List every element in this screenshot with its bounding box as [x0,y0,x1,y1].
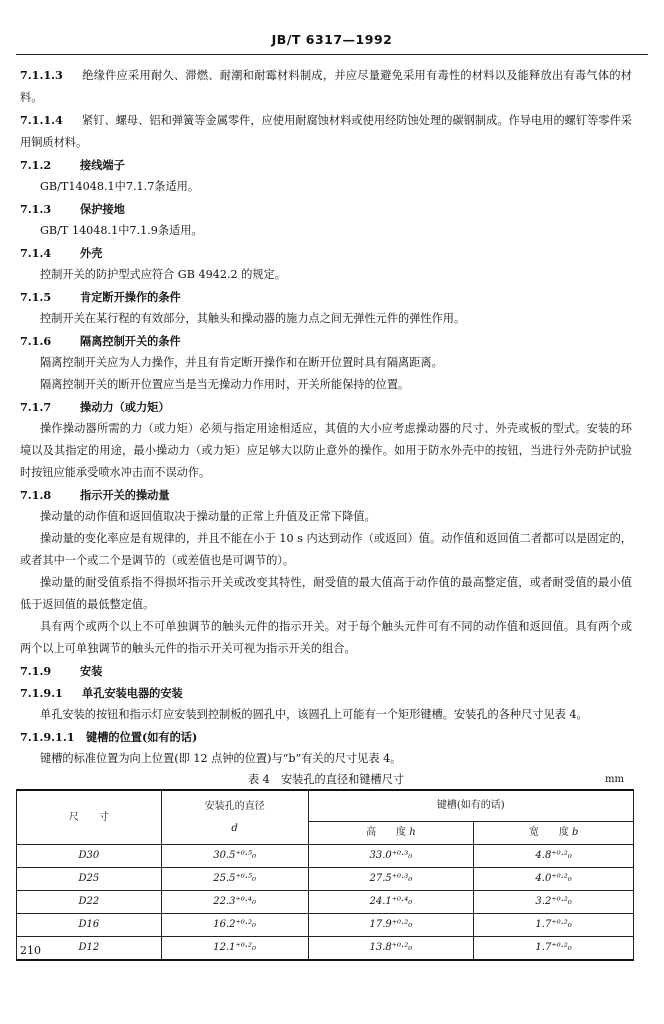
header-height [308,822,474,845]
clause-title: 隔离控制开关的条件 [80,334,181,348]
clause-7-1-8-para-2: 操动量的变化率应是有规律的，并且不能在小于 10 s 内达到动作（或返回）值。动作值和返回值二者都可以是固定的，或者其中一个或二个是调节的（或差值也是可调节的）。 [20,532,632,567]
clause-7-1-9-heading [20,660,632,682]
clause-7-1-6-body-1: 隔离控制开关应为人力操作，并且有肯定断开操作和在断开位置时具有隔离距离。 [40,356,443,369]
clause-7-1-4-heading [20,242,632,264]
table-4 [16,789,634,961]
header-hole-label: 安装孔的直径 [204,800,265,812]
clause-7-1-1-3 [20,64,632,109]
clause-number: 7.1.4 [20,246,52,260]
clause-title: 指示开关的操动量 [80,488,170,502]
header-width-label: 宽 度 [528,827,569,838]
cell-b: 3.2⁺⁰·²₀ [474,891,634,914]
cell-h: 13.8⁺⁰·²₀ [308,937,474,961]
clause-title: 保护接地 [80,202,125,216]
clause-number: 7.1.1.3 [20,68,63,82]
clause-7-1-8-para-4: 具有两个或两个以上不可单独调节的触头元件的指示开关。对于每个触头元件可有不同的动作值和返回值。具有两个或两个以上可单独调节的触头元件的指示开关可视为指示开关的组合。 [20,620,632,655]
clause-number: 7.1.8 [20,488,52,502]
clause-7-1-9-1-1-body: 键槽的标准位置为向上位置(即 12 点钟的位置)与“b”有关的尺寸见表 4。 [40,752,402,765]
clause-7-1-5-body: 控制开关在某行程的有效部分，其触头和操动器的施力点之间无弹性元件的弹性作用。 [40,312,466,325]
clause-title: 安装 [80,664,103,678]
table-row [17,937,634,961]
clause-number: 7.1.9.1 [20,686,63,700]
clause-7-1-3-body: GB/T 14048.1中7.1.9条适用。 [40,224,203,237]
cell-d: 25.5⁺⁰·⁵₀ [161,868,308,891]
clause-7-1-2-heading [20,154,632,176]
clause-7-1-1-4 [20,109,632,154]
clause-7-1-7-body: 操作操动器所需的力（或力矩）必须与指定用途相适应，其值的大小应考虑操动器的尺寸、外壳或板的型式。安装的环境以及其指定的用途，最小操动力（或力矩）应足够大以防止意外的操作。如用于防水外壳中的按钮，当进行外壳防护试验时按钮应能承受喷水冲击而不误动作。 [20,422,632,479]
clause-number: 7.1.9.1.1 [20,730,75,744]
header-size-label: 尺 寸 [68,811,109,823]
header-height-label: 高 度 [366,827,407,838]
header-width-symbol: b [572,827,579,838]
table-row [17,845,634,868]
cell-h: 27.5⁺⁰·³₀ [308,868,474,891]
clause-number: 7.1.3 [20,202,52,216]
cell-b: 4.8⁺⁰·²₀ [474,845,634,868]
clause-number: 7.1.2 [20,158,52,172]
clause-7-1-8-heading [20,484,632,506]
clause-title: 键槽的位置(如有的话) [86,730,198,744]
header-keyway-label: 键槽(如有的话) [436,800,505,811]
clause-text: 紧钉、螺母、铝和弹簧等金属零件，应使用耐腐蚀材料或使用经防蚀处理的碳钢制成。作导电用的螺钉等零件采用铜质材料。 [20,114,632,149]
header-size [17,790,162,845]
table-4-title: 表 4 安装孔的直径和键槽尺寸 [247,773,405,786]
cell-b: 1.7⁺⁰·²₀ [474,937,634,961]
cell-b: 1.7⁺⁰·²₀ [474,914,634,937]
table-row [17,914,634,937]
clause-7-1-3-heading [20,198,632,220]
clause-number: 7.1.7 [20,400,52,414]
document-body [20,64,632,961]
clause-title: 肯定断开操作的条件 [80,290,181,304]
clause-7-1-9-1-1-heading [20,726,632,748]
clause-7-1-8-para-1: 操动量的动作值和返回值取决于操动量的正常上升值及正常下降值。 [40,510,376,523]
header-height-symbol: h [409,827,416,838]
cell-size: D30 [17,845,162,868]
page-number: 210 [20,944,41,957]
clause-title: 接线端子 [80,158,125,172]
clause-7-1-9-1-body: 单孔安装的按钮和指示灯应安装到控制板的圆孔中，该圆孔上可能有一个矩形键槽。安装孔的各种尺寸见表 4。 [40,708,588,721]
header-hole-diameter [161,790,308,845]
table-4-caption [20,771,632,789]
header-hole-symbol: d [231,822,238,834]
cell-size: D22 [17,891,162,914]
clause-7-1-6-body-2: 隔离控制开关的断开位置应当是当无操动力作用时，开关所能保持的位置。 [40,378,410,391]
clause-7-1-2-body: GB/T14048.1中7.1.7条适用。 [40,180,200,193]
clause-number: 7.1.6 [20,334,52,348]
cell-h: 17.9⁺⁰·²₀ [308,914,474,937]
clause-title: 外壳 [80,246,103,260]
clause-7-1-8-para-3: 操动量的耐受值系指不得损坏指示开关或改变其特性，耐受值的最大值高于动作值的最高整定值，或者耐受值的最小值低于返回值的最低整定值。 [20,576,632,611]
table-row [17,868,634,891]
cell-d: 22.3⁺⁰·⁴₀ [161,891,308,914]
clause-title: 操动力（或力矩） [80,400,170,414]
clause-7-1-4-body: 控制开关的防护型式应符合 GB 4942.2 的规定。 [40,268,286,281]
header-keyway [308,790,633,822]
clause-7-1-5-heading [20,286,632,308]
header-rule [16,54,648,55]
header-width [474,822,634,845]
cell-d: 12.1⁺⁰·²₀ [161,937,308,961]
clause-number: 7.1.9 [20,664,52,678]
clause-7-1-6-heading [20,330,632,352]
clause-number: 7.1.5 [20,290,52,304]
clause-7-1-7-heading [20,396,632,418]
table-row [17,891,634,914]
clause-text: 绝缘件应采用耐久、滞燃、耐潮和耐霉材料制成，并应尽量避免采用有毒性的材料以及能释放出有毒气体的材料。 [20,69,632,104]
cell-size: D25 [17,868,162,891]
clause-7-1-9-1-heading [20,682,632,704]
cell-h: 24.1⁺⁰·⁴₀ [308,891,474,914]
cell-d: 30.5⁺⁰·⁵₀ [161,845,308,868]
standard-header: JB/T 6317—1992 [271,32,393,47]
cell-size: D16 [17,914,162,937]
table-4-unit: mm [605,774,624,785]
cell-size: D12 [17,937,162,961]
clause-title: 单孔安装电器的安装 [82,686,183,700]
cell-b: 4.0⁺⁰·²₀ [474,868,634,891]
clause-number: 7.1.1.4 [20,113,63,127]
cell-h: 33.0⁺⁰·³₀ [308,845,474,868]
cell-d: 16.2⁺⁰·²₀ [161,914,308,937]
